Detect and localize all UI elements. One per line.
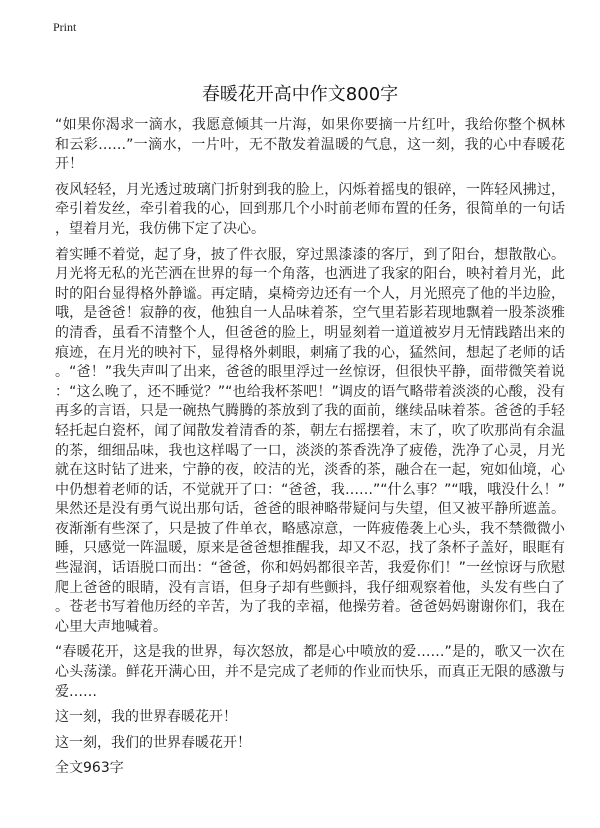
text-line: 些湿润，话语脱口而出：“爸爸，你和妈妈都很辛苦，我爱你们！”一丝惊讶与欣慰 — [55, 560, 565, 577]
text-line: 。苍老书写着他历经的辛苦，为了我的幸福，他操劳着。爸爸妈妈谢谢你们，我在 — [55, 599, 565, 616]
text-line: 就在这时钻了进来，宁静的夜，皎洁的光，淡香的茶，融合在一起，宛如仙境，心 — [55, 462, 565, 479]
paragraph — [55, 734, 565, 754]
text-line: 夜渐渐有些深了，只是披了件单衣，略感凉意，一阵疲倦袭上心头，我不禁微微小 — [55, 520, 565, 537]
text-line: “春暖花开，这是我的世界，每次怒放，都是心中喷放的爱……”是的，歌又一次在 — [55, 644, 565, 661]
article-body — [55, 116, 565, 785]
text-line: 和云彩……”一滴水，一片叶，无不散发着温暖的气息，这一刻，我的心中春暖花 — [55, 136, 565, 153]
text-line: 开！ — [55, 156, 83, 173]
text-line: 睡，只感觉一阵温暖，原来是爸爸想推醒我，却又不忍，找了条杯子盖好，眼眶有 — [55, 540, 565, 557]
paragraph — [55, 116, 565, 175]
text-line: 中仍想着老师的话，不觉就开了口：“爸爸，我……”“什么事？”“哦，哦没什么！” — [55, 481, 565, 498]
paragraph — [55, 181, 565, 240]
text-line: 月光将无私的光芒洒在世界的每一个角落，也洒进了我家的阳台，映衬着月光，此 — [55, 266, 565, 283]
text-line: ，望着月光，我仿佛下定了决心。 — [55, 220, 265, 237]
text-line: 全文963字 — [55, 760, 124, 777]
text-line: 这一刻，我的世界春暖花开！ — [55, 709, 237, 726]
text-line: 这一刻，我们的世界春暖花开！ — [55, 734, 251, 751]
text-line: 牵引着发丝，牵引着我的心，回到那几个小时前老师布置的任务，很简单的一句话 — [55, 201, 565, 218]
text-line: ：“这么晚了，还不睡觉？”“也给我杯茶吧！”调皮的语气略带着淡淡的心酸，没有 — [55, 383, 565, 400]
text-line: 。“爸！”我失声叫了出来，爸爸的眼里浮过一丝惊讶，但很快平静，面带微笑着说 — [55, 364, 565, 381]
text-line: 爬上爸爸的眼睛，没有言语，但身子却有些颤抖，我仔细观察着他，头发有些白了 — [55, 579, 565, 596]
text-line: 心头荡漾。鲜花开满心田，并不是完成了老师的作业而快乐，而真正无限的感激与 — [55, 664, 565, 681]
text-line: “如果你渴求一滴水，我愿意倾其一片海，如果你要摘一片红叶，我给你整个枫林 — [55, 117, 565, 133]
text-line: 着实睡不着觉，起了身，披了件衣服，穿过黑漆漆的客厅，到了阳台，想散散心。 — [55, 246, 565, 263]
text-line: 果然还是没有勇气说出那句话，爸爸的眼神略带疑问与失望，但又被平静所遮盖。 — [55, 501, 565, 518]
text-line: 痕迹，在月光的映衬下，显得格外刺眼，刺痛了我的心，猛然间，想起了老师的话 — [55, 344, 565, 361]
page-title: 春暖花开高中作文800字 — [201, 84, 399, 105]
paragraph — [55, 643, 565, 702]
text-line: 的清香，虽看不清整个人，但爸爸的脸上，明显刻着一道道被岁月无情践踏出来的 — [55, 324, 565, 341]
text-line: 夜风轻轻，月光透过玻璃门折射到我的脸上，闪烁着摇曳的银碎，一阵轻风拂过， — [55, 181, 565, 198]
text-line: 的茶，细细品味，我也这样喝了一口，淡淡的茶香洗净了疲倦，洗净了心灵，月光 — [55, 442, 565, 459]
paragraph — [55, 246, 565, 638]
text-line: 再多的言语，只是一碗热气腾腾的茶放到了我的面前，继续品味着茶。爸爸的手轻 — [55, 403, 565, 420]
text-line: 轻托起白瓷杯，闻了闻散发着清香的茶，朝左右摇摆着，末了，吹了吹那尚有余温 — [55, 422, 565, 439]
text-line: 哦，是爸爸！寂静的夜，他独自一人品味着茶，空气里若影若现地飘着一股茶淡雅 — [55, 305, 565, 322]
text-line: 爱…… — [55, 683, 97, 700]
text-line: 时的阳台显得格外静谧。再定睛，桌椅旁边还有一个人，月光照亮了他的半边脸， — [55, 285, 565, 302]
print-link[interactable]: Print — [53, 20, 77, 34]
word-count — [55, 759, 565, 779]
text-line: 心里大声地喊着。 — [55, 618, 167, 635]
paragraph — [55, 708, 565, 728]
